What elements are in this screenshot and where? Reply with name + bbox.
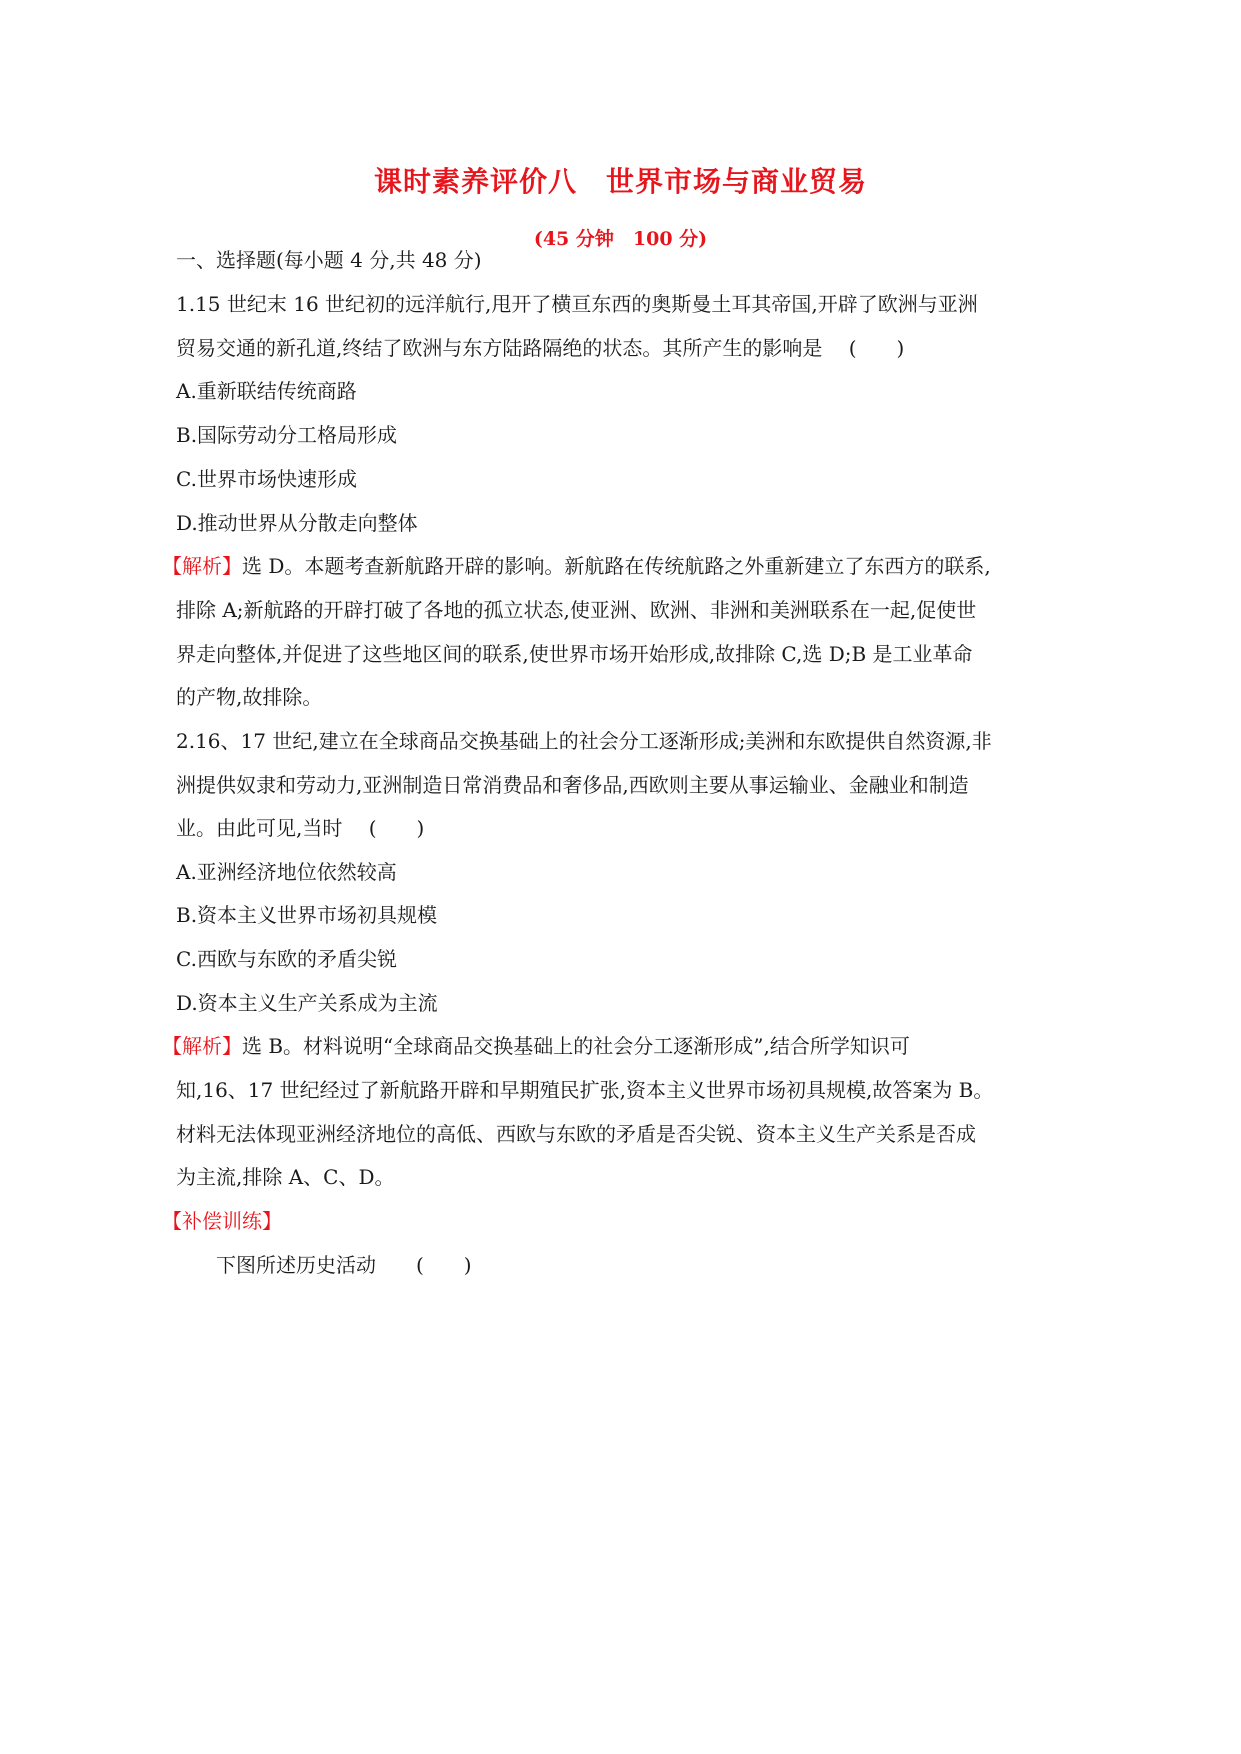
q2-option-c: C.西欧与东欧的矛盾尖锐 [176,947,397,971]
q1-analysis-line-3: 界走向整体,并促进了这些地区间的联系,使世界市场开始形成,故排除 C,选 D;B 是工业革命 [176,642,973,666]
page-title: 课时素养评价八 世界市场与商业贸易 [373,165,867,198]
page-subtitle: (45 分钟 100 分) [533,228,708,250]
q2-analysis-line-1 [162,1034,1062,1058]
q2-stem-line-2: 洲提供奴隶和劳动力,亚洲制造日常消费品和奢侈品,西欧则主要从事运输业、金融业和制造 [176,773,969,797]
q1-analysis-text: 选 D。本题考查新航路开辟的影响。新航路在传统航路之外重新建立了东西方的联系, [242,554,991,578]
q1-option-c: C.世界市场快速形成 [176,467,357,491]
q2-option-a: A.亚洲经济地位依然较高 [176,860,397,884]
q1-analysis-line-2: 排除 A;新航路的开辟打破了各地的孤立状态,使亚洲、欧洲、非洲和美洲联系在一起,促使世 [176,598,977,622]
section-heading: 一、选择题(每小题 4 分,共 48 分) [176,248,482,272]
supplement-tag: 【补偿训练】 [162,1209,282,1233]
q1-analysis-line-1 [162,554,1062,578]
q2-analysis-line-3: 材料无法体现亚洲经济地位的高低、西欧与东欧的矛盾是否尖锐、资本主义生产关系是否成 [176,1122,976,1146]
q2-option-d: D.资本主义生产关系成为主流 [176,991,438,1015]
q1-option-a: A.重新联结传统商路 [176,379,357,403]
q2-option-b: B.资本主义世界市场初具规模 [176,903,438,927]
q1-stem-line-1: 1.15 世纪末 16 世纪初的远洋航行,甩开了横亘东西的奥斯曼土耳其帝国,开辟了欧洲与亚洲 [176,292,978,316]
q2-analysis-text: 选 B。材料说明“全球商品交换基础上的社会分工逐渐形成”,结合所学知识可 [242,1034,910,1058]
supplement-stem: 下图所述历史活动 ( ) [216,1253,472,1277]
q2-stem-line-3: 业。由此可见,当时 ( ) [176,816,425,840]
q2-analysis-tag: 【解析】 [162,1034,242,1058]
q2-analysis-line-4: 为主流,排除 A、C、D。 [176,1165,395,1189]
q1-option-d: D.推动世界从分散走向整体 [176,511,418,535]
q1-analysis-tag: 【解析】 [162,554,242,578]
q1-option-b: B.国际劳动分工格局形成 [176,423,398,447]
q2-analysis-line-2: 知,16、17 世纪经过了新航路开辟和早期殖民扩张,资本主义世界市场初具规模,故答案为 B。 [176,1078,994,1102]
q1-analysis-line-4: 的产物,故排除。 [176,685,323,709]
q1-stem-line-2: 贸易交通的新孔道,终结了欧洲与东方陆路隔绝的状态。其所产生的影响是 ( ) [176,336,905,360]
q2-stem-line-1: 2.16、17 世纪,建立在全球商品交换基础上的社会分工逐渐形成;美洲和东欧提供自然资源,非 [176,729,992,753]
